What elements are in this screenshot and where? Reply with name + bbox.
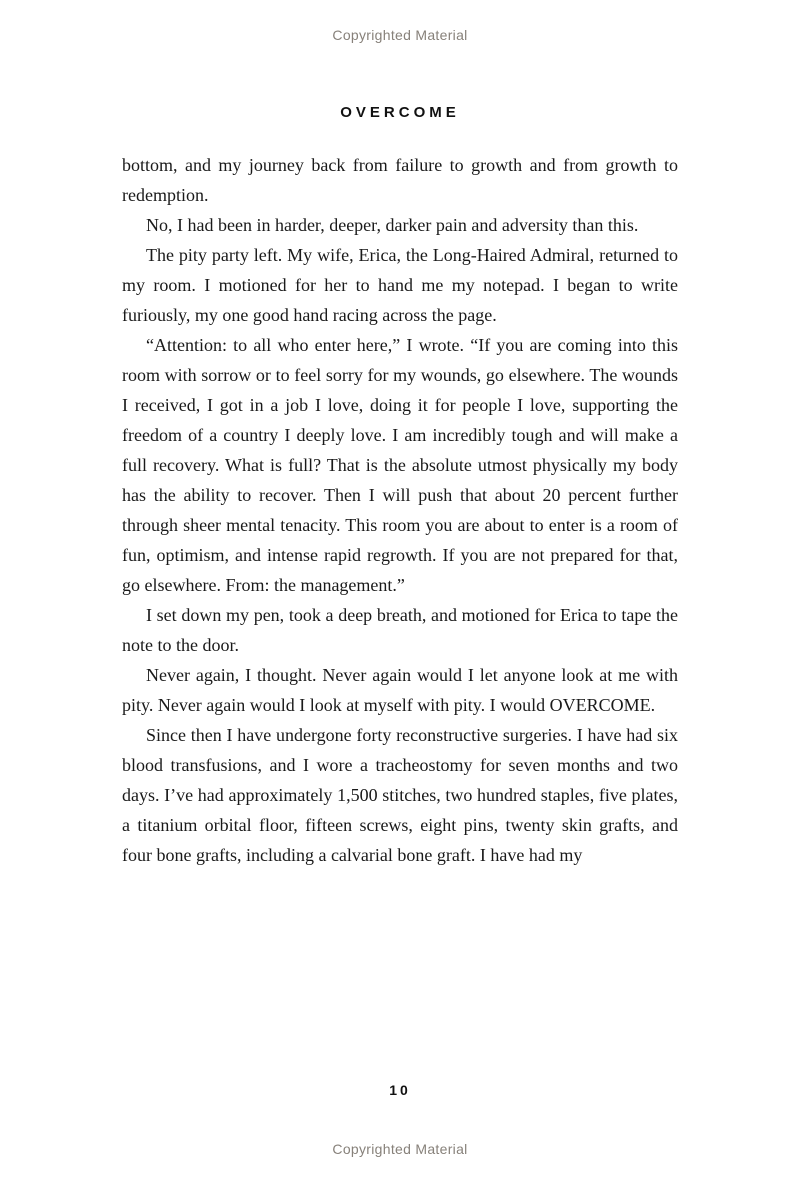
body-paragraph: No, I had been in harder, deeper, darker pain and adversity than this. — [146, 215, 639, 235]
body-paragraph: Never again, I thought. Never again would I let anyone look at me with pity. Never again would I look at myself with pity. I would OVERCOME. — [122, 665, 678, 715]
body-paragraph: “Attention: to all who enter here,” I wrote. “If you are coming into this room with sorrow or to feel sorry for my wounds, go elsewhere. The wounds I received, I got in a job I love, doing it for people I love, supporting the freedom of a country I deeply love. I am incredibly tough and will make a full recovery. What is full? That is the absolute utmost physically my body has the ability to recover. Then I will push that about 20 percent further through sheer mental tenacity. This room you are about to enter is a room of fun, optimism, and intense rapid regrowth. If you are not prepared for that, go elsewhere. From: the management.” — [122, 335, 678, 595]
body-paragraph: The pity party left. My wife, Erica, the Long-Haired Admiral, returned to my room. I motioned for her to hand me my notepad. I began to write furiously, my one good hand racing across the page. — [122, 245, 678, 325]
body-paragraph: I set down my pen, took a deep breath, and motioned for Erica to tape the note to the door. — [122, 605, 678, 655]
page-number: 10 — [389, 1082, 411, 1098]
body-paragraph: bottom, and my journey back from failure to growth and from growth to redemption. — [122, 155, 678, 205]
body-paragraph: Since then I have undergone forty reconstructive surgeries. I have had six blood transfusions, and I wore a tracheostomy for seven months and two days. I’ve had approximately 1,500 stitches, two hundred staples, five plates, a titanium orbital floor, fifteen screws, eight pins, twenty skin grafts, and four bone grafts, including a calvarial bone graft. I have had my — [122, 725, 678, 865]
copyright-notice-top: Copyrighted Material — [332, 27, 468, 43]
running-header: OVERCOME — [340, 104, 460, 121]
page-body — [122, 150, 678, 870]
copyright-notice-bottom: Copyrighted Material — [332, 1141, 468, 1157]
